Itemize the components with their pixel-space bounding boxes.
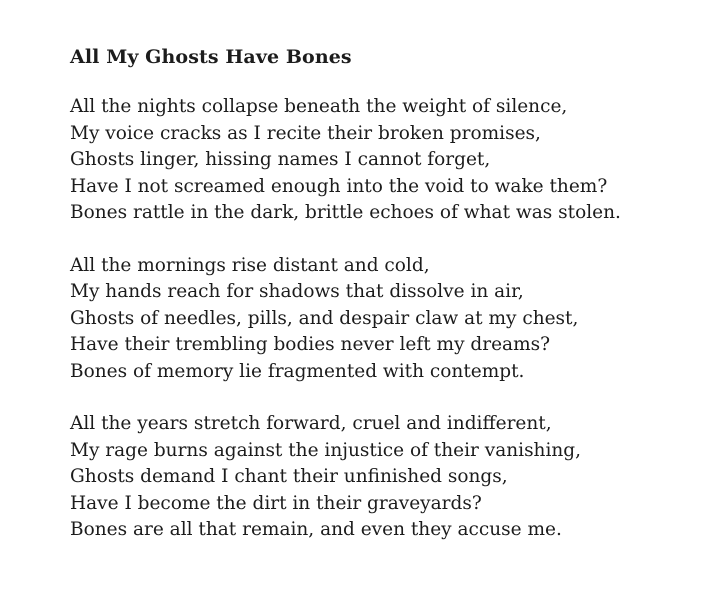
- poem-line: All the mornings rise distant and cold,: [70, 254, 430, 276]
- poem-line: Have I become the dirt in their graveyards?: [70, 492, 482, 514]
- poem-title: All My Ghosts Have Bones: [70, 46, 352, 68]
- poem-line: My rage burns against the injustice of their vanishing,: [70, 439, 582, 461]
- poem-line: Ghosts of needles, pills, and despair claw at my chest,: [70, 307, 579, 329]
- stanza-2: [70, 253, 700, 386]
- poem-line: My voice cracks as I recite their broken promises,: [70, 122, 541, 144]
- poem-line: My hands reach for shadows that dissolve in air,: [70, 281, 524, 302]
- poem-line: Bones of memory lie fragmented with contempt.: [70, 360, 525, 382]
- stanza-3: [70, 411, 700, 544]
- poem-line: Ghosts demand I chant their unfinished songs,: [70, 466, 508, 487]
- poem-line: All the nights collapse beneath the weight of silence,: [70, 96, 568, 117]
- poem-line: Ghosts linger, hissing names I cannot forget,: [70, 149, 491, 170]
- stanza-1: [70, 94, 700, 227]
- poem-page: [70, 42, 700, 570]
- poem-line: All the years stretch forward, cruel and indifferent,: [70, 413, 552, 434]
- poem-line: Have their trembling bodies never left my dreams?: [70, 334, 551, 355]
- poem-line: Bones are all that remain, and even they accuse me.: [70, 519, 562, 540]
- poem-line: Have I not screamed enough into the void to wake them?: [70, 175, 608, 197]
- poem-line: Bones rattle in the dark, brittle echoes of what was stolen.: [70, 202, 621, 223]
